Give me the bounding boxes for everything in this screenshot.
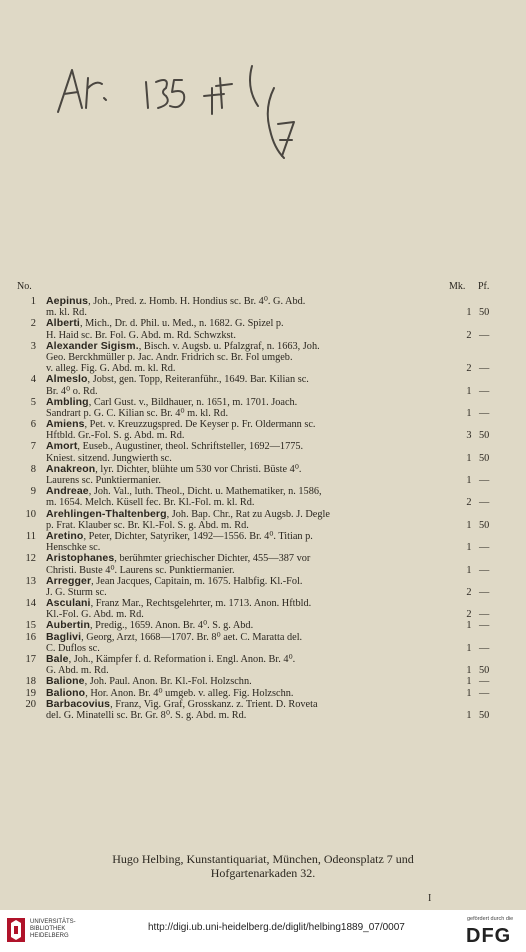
entry-number: 14 <box>25 598 36 610</box>
price-mark: 1 <box>466 407 472 419</box>
entry-description: , Carl Gust. v., Bildhauer, n. 1651, m. 1701. Joach. <box>88 396 298 408</box>
column-header-mark: Mk. <box>449 281 466 292</box>
entry-description-continued: m. 1654. Melch. Küsell fec. Br. Kl.-Fol. m. kl. Rd. <box>46 497 255 509</box>
entry-line <box>0 430 526 441</box>
catalog-entry <box>0 318 526 340</box>
entry-number: 7 <box>30 441 36 453</box>
entry-line <box>0 352 526 363</box>
catalog-entry <box>0 699 526 721</box>
catalog-entry <box>0 486 526 508</box>
entry-line <box>0 531 526 542</box>
entry-name: Aristophanes <box>46 552 115 565</box>
price-pfennig: — <box>479 385 490 397</box>
price-pfennig: — <box>479 586 490 598</box>
entry-line <box>0 654 526 665</box>
entry-line <box>0 710 526 721</box>
price-mark: 1 <box>466 709 472 721</box>
entry-line <box>0 576 526 587</box>
catalog-entry <box>0 374 526 396</box>
price-mark: 1 <box>466 676 472 688</box>
entry-text <box>46 341 320 352</box>
entry-description-continued: Kl.-Fol. G. Abd. m. Rd. <box>46 609 144 621</box>
entry-number: 12 <box>25 553 36 565</box>
entry-description: , Franz Mar., Rechtsgelehrter, m. 1713. Anon. Hftbld. <box>90 598 312 610</box>
entry-description-continued: C. Duflos sc. <box>46 642 100 654</box>
entry-description: , Mich., Dr. d. Phil. u. Med., n. 1682. G. Spizel p. <box>79 318 284 330</box>
entry-line <box>0 341 526 352</box>
page-number: I <box>428 893 432 904</box>
entry-text <box>46 318 284 329</box>
entry-name: Aubertin <box>46 619 90 632</box>
entry-text <box>46 486 322 497</box>
entry-line <box>0 397 526 408</box>
price-pfennig: — <box>479 542 490 554</box>
price-mark: 2 <box>466 497 472 509</box>
price-mark: 3 <box>466 430 472 442</box>
price-mark: 2 <box>466 363 472 375</box>
entry-number: 20 <box>25 698 36 710</box>
entry-description-continued: G. Abd. m. Rd. <box>46 665 109 677</box>
entry-text <box>46 441 303 452</box>
price-mark: 1 <box>466 620 472 632</box>
entry-description: , Peter, Dichter, Satyriker, 1492—1556. Br. 4⁰. Titian p. <box>83 530 313 542</box>
entry-line <box>0 509 526 520</box>
publisher-line-1: Hugo Helbing, Kunstantiquariat, München, Odeonsplatz 7 und <box>112 852 414 866</box>
entry-description-continued: H. Haid sc. Br. Fol. G. Abd. m. Rd. Schwzkst. <box>46 329 236 341</box>
entry-description-continued: Hftbld. Gr.-Fol. S. g. Abd. m. Rd. <box>46 430 185 442</box>
entry-name: Baglivi <box>46 630 82 643</box>
catalog-entry <box>0 441 526 463</box>
entry-number: 18 <box>25 676 36 688</box>
entry-name: Arregger <box>46 574 92 587</box>
price-pfennig: — <box>479 687 490 699</box>
entry-text <box>46 576 303 587</box>
entry-line <box>0 598 526 609</box>
entry-line <box>0 643 526 654</box>
entry-text <box>46 553 310 564</box>
column-header-pfennig: Pf. <box>478 281 490 292</box>
entry-name: Almeslo <box>46 373 88 386</box>
entry-text <box>46 296 305 307</box>
entry-description: , Pet. v. Kreuzzugspred. De Keyser p. Fr. Oldermann sc. <box>84 419 316 431</box>
entry-description: , Jobst, gen. Topp, Reiteranführ., 1649. Bar. Kilian sc. <box>87 374 309 386</box>
price-pfennig: — <box>479 564 490 576</box>
entry-number: 1 <box>30 296 36 307</box>
price-pfennig: — <box>479 620 490 632</box>
price-pfennig: 50 <box>479 709 490 721</box>
entry-text <box>46 397 297 408</box>
entry-description: , Joh. Val., luth. Theol., Dicht. u. Mathematiker, n. 1586, <box>88 486 322 498</box>
entry-line <box>0 699 526 710</box>
entry-description: , Jean Jacques, Capitain, m. 1675. Halbfig. Kl.-Fol. <box>91 575 303 587</box>
entry-description-continued: Laurens sc. Punktiermanier. <box>46 475 161 486</box>
university-library-logo-icon <box>6 917 26 943</box>
price-pfennig: — <box>479 329 490 341</box>
entry-number: 11 <box>25 530 36 542</box>
catalog-entry <box>0 576 526 598</box>
price-mark: 2 <box>466 586 472 598</box>
entry-number: 15 <box>25 620 36 632</box>
entry-number: 10 <box>25 508 36 520</box>
price-pfennig: 50 <box>479 519 490 531</box>
entry-line <box>0 419 526 430</box>
entry-description-continued: m. kl. Rd. <box>46 307 87 319</box>
entry-description: , lyr. Dichter, blühte um 530 vor Christi. Büste 4⁰. <box>95 463 302 475</box>
library-name-line-1: UNIVERSITÄTS- <box>30 919 76 925</box>
entry-description-continued: Br. 4⁰ o. Rd. <box>46 385 98 397</box>
entry-name: Alberti <box>46 317 80 330</box>
entry-name: Aepinus <box>46 295 89 307</box>
handwriting-svg <box>52 58 352 168</box>
catalog-entry <box>0 509 526 531</box>
entry-description-continued: Christi. Buste 4⁰. Laurens sc. Punktiermanier. <box>46 564 235 576</box>
catalog-entry <box>0 531 526 553</box>
entry-text <box>46 464 301 475</box>
entry-description: , Hor. Anon. Br. 4⁰ umgeb. v. alleg. Fig. Holzschn. <box>85 687 294 699</box>
entry-name: Baliono <box>46 686 86 699</box>
price-mark: 1 <box>466 542 472 554</box>
price-pfennig: 50 <box>479 430 490 442</box>
price-mark: 1 <box>466 687 472 699</box>
entry-description: , Joh., Kämpfer f. d. Reformation i. Engl. Anon. Br. 4⁰. <box>68 654 296 665</box>
catalog-entry <box>0 296 526 318</box>
entry-name: Alexander Sigism. <box>46 339 139 352</box>
entry-line <box>0 441 526 452</box>
entry-number: 4 <box>30 374 36 386</box>
entry-line <box>0 632 526 643</box>
entry-description: , Joh. Bap. Chr., Rat zu Augsb. J. Degle <box>166 508 330 520</box>
entry-line <box>0 486 526 497</box>
price-pfennig: — <box>479 475 490 486</box>
price-mark: 1 <box>466 519 472 531</box>
entry-number: 13 <box>25 575 36 587</box>
dfg-logo: DFG <box>466 925 512 947</box>
entry-text <box>46 374 309 385</box>
handwritten-annotation <box>52 58 352 168</box>
entry-description: , Franz, Vig. Graf, Grosskanz. z. Trient. D. Roveta <box>110 698 318 710</box>
entry-number: 2 <box>30 318 36 330</box>
library-name <box>30 919 76 940</box>
document-url-link[interactable]: http://digi.ub.uni-heidelberg.de/diglit/helbing1889_07/0007 <box>148 922 405 933</box>
price-pfennig: — <box>479 407 490 419</box>
price-mark: 1 <box>466 564 472 576</box>
catalog-entry <box>0 598 526 620</box>
entry-number: 16 <box>25 631 36 643</box>
entry-name: Amiens <box>46 418 85 431</box>
entry-text <box>46 509 330 520</box>
entry-description-continued: J. G. Sturm sc. <box>46 586 107 598</box>
entry-name: Anakreon <box>46 462 96 475</box>
price-pfennig: — <box>479 676 490 688</box>
entry-number: 5 <box>30 396 36 408</box>
entry-name: Arehlingen-Thaltenberg <box>46 507 167 520</box>
catalog-entry <box>0 341 526 375</box>
entry-description-continued: p. Frat. Klauber sc. Br. Kl.-Fol. S. g. Abd. m. Rd. <box>46 519 249 531</box>
price-pfennig: — <box>479 497 490 509</box>
entry-description: , Joh. Paul. Anon. Br. Kl.-Fol. Holzschn. <box>84 676 252 688</box>
entry-description: , Joh., Pred. z. Homb. H. Hondius sc. Br. 4⁰. G. Abd. <box>88 296 306 307</box>
entry-description-continued: Henschke sc. <box>46 542 101 554</box>
entry-text <box>46 419 315 430</box>
price-mark: 1 <box>466 475 472 486</box>
price-mark: 2 <box>466 329 472 341</box>
price-mark: 1 <box>466 452 472 464</box>
entry-line <box>0 374 526 385</box>
price-pfennig: — <box>479 609 490 621</box>
entry-text <box>46 632 302 643</box>
entry-name: Ambling <box>46 395 89 408</box>
entry-name: Asculani <box>46 597 91 610</box>
entry-description: , Predig., 1659. Anon. Br. 4⁰. S. g. Abd. <box>89 620 254 632</box>
entry-description: , Bisch. v. Augsb. u. Pfalzgraf, n. 1663, Joh. <box>138 340 320 352</box>
entry-text <box>46 531 313 542</box>
entry-number: 9 <box>30 486 36 498</box>
entry-name: Barbacovius <box>46 697 111 710</box>
entry-description-continued: v. alleg. Fig. G. Abd. m. kl. Rd. <box>46 363 176 375</box>
entry-line <box>0 296 526 307</box>
catalog-entry <box>0 464 526 486</box>
price-mark: 1 <box>466 307 472 319</box>
entry-number: 6 <box>30 419 36 431</box>
viewer-footer-bar <box>0 910 526 952</box>
catalog-entry <box>0 553 526 575</box>
entry-number: 3 <box>30 340 36 352</box>
catalog-entry <box>0 632 526 654</box>
catalog-list <box>0 296 526 721</box>
entry-number: 8 <box>30 463 36 475</box>
price-mark: 1 <box>466 642 472 654</box>
entry-line <box>0 464 526 475</box>
column-header-number: No. <box>17 281 32 292</box>
entry-name: Andreae <box>46 485 89 498</box>
library-name-line-3: HEIDELBERG <box>30 933 69 939</box>
price-mark: 2 <box>466 609 472 621</box>
funded-by-label: gefördert durch die <box>467 916 514 922</box>
entry-description-continued: Kniest. sitzend. Jungwierth sc. <box>46 452 172 464</box>
entry-line <box>0 318 526 329</box>
price-pfennig: — <box>479 363 490 375</box>
publisher-line-2: Hofgartenarkaden 32. <box>210 866 316 880</box>
entry-description-continued: Geo. Berckhmüller p. Jac. Andr. Fridrich sc. Br. Fol umgeb. <box>46 351 293 363</box>
entry-text <box>46 598 311 609</box>
entry-description: , Georg, Arzt, 1668—1707. Br. 8⁰ aet. C. Maratta del. <box>81 631 303 643</box>
entry-description-continued: Sandrart p. G. C. Kilian sc. Br. 4⁰ m. kl. Rd. <box>46 407 229 419</box>
price-mark: 1 <box>466 665 472 677</box>
catalog-entry <box>0 419 526 441</box>
entry-text <box>46 699 318 710</box>
entry-number: 19 <box>25 687 36 699</box>
entry-description: , berühmter griechischer Dichter, 455—387 vor <box>114 553 311 565</box>
price-pfennig: 50 <box>479 452 490 464</box>
entry-description-continued: del. G. Minatelli sc. Br. Gr. 8⁰. S. g. Abd. m. Rd. <box>46 709 247 721</box>
price-pfennig: 50 <box>479 307 490 319</box>
entry-name: Aretino <box>46 529 84 542</box>
entry-number: 17 <box>25 654 36 665</box>
entry-name: Bale <box>46 653 69 665</box>
entry-name: Balione <box>46 675 85 688</box>
entry-description: , Euseb., Augustiner, theol. Schriftsteller, 1692—1775. <box>77 441 304 453</box>
library-name-line-2: BIBLIOTHEK <box>30 926 66 932</box>
entry-name: Amort <box>46 440 78 453</box>
entry-line <box>0 553 526 564</box>
price-pfennig: — <box>479 642 490 654</box>
price-pfennig: 50 <box>479 665 490 677</box>
catalog-entry <box>0 654 526 676</box>
catalog-entry <box>0 397 526 419</box>
price-mark: 1 <box>466 385 472 397</box>
entry-text <box>46 654 295 665</box>
